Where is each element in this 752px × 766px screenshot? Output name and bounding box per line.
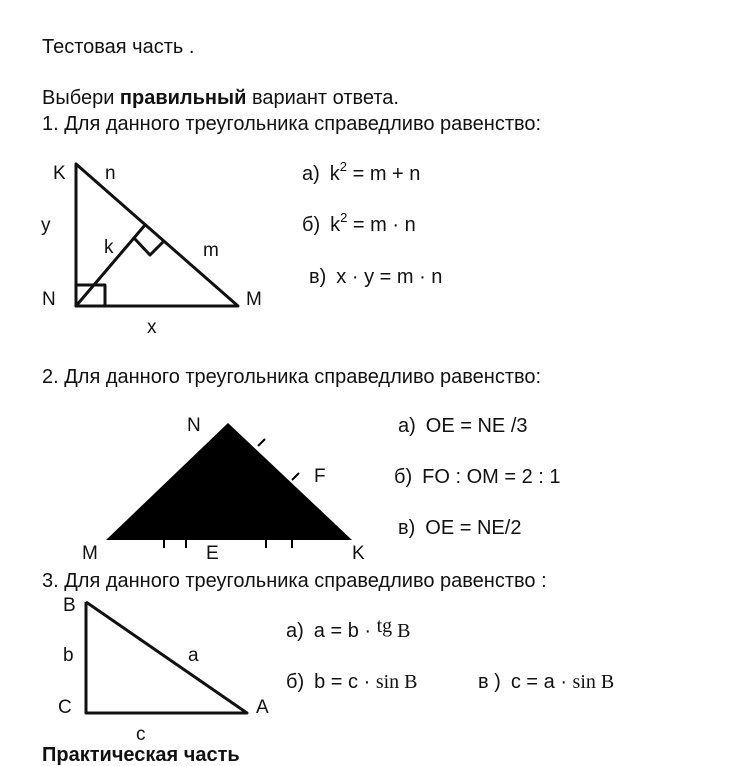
q1-answer-c-letter: в)	[309, 266, 327, 288]
q2-answer-a-text: OE = NE /3	[425, 415, 528, 437]
q3-answer-a-lhs: a = b ·	[313, 620, 377, 642]
q2-answer-c-text: OE = NE/2	[425, 517, 522, 539]
q1-label-K: K	[53, 163, 66, 184]
q3-answer-c-arg: B	[595, 671, 615, 693]
q2-answer-b-text: FO : OM = 2 : 1	[422, 466, 561, 488]
q3-label-b: b	[63, 645, 74, 666]
q3-label-c: c	[136, 724, 146, 745]
instruction-suffix: вариант ответа.	[246, 87, 399, 109]
q3-answer-c-fn: sin	[572, 671, 596, 693]
q1-answer-b-rest: = m · n	[347, 214, 416, 236]
q3-answer-c-letter: в )	[478, 671, 501, 693]
q1-label-N: N	[42, 289, 56, 310]
q1-question: 1. Для данного треугольника справедливо равенство:	[42, 113, 542, 135]
q3-answer-c-lhs: c = a ·	[510, 671, 573, 693]
instruction-prefix: Выбери	[42, 87, 120, 109]
footer-section-title: Практическая часть	[42, 744, 240, 766]
q1-label-k: k	[104, 237, 114, 258]
q3-answer-c	[478, 672, 614, 692]
q3-question: 3. Для данного треугольника справедливо равенство :	[42, 570, 547, 592]
q1-label-y: y	[41, 215, 51, 236]
q1-answer-a-sup: 2	[339, 159, 348, 174]
q2-question: 2. Для данного треугольника справедливо равенство:	[42, 366, 542, 388]
q1-label-n: n	[105, 163, 116, 184]
q2-answer-a-letter: а)	[398, 415, 416, 437]
q3-label-A: A	[256, 697, 269, 718]
q3-label-a: a	[188, 645, 199, 666]
q3-answer-b-arg: B	[399, 671, 418, 693]
q1-label-M: M	[246, 289, 262, 310]
q2-label-K: K	[352, 543, 365, 564]
q3-label-B: B	[63, 595, 76, 616]
q1-answer-b-letter: б)	[302, 214, 321, 236]
q1-answer-a-rest: = m + n	[347, 163, 421, 185]
page-title: Тестовая часть .	[42, 36, 195, 58]
q3-answer-a	[286, 615, 411, 642]
q2-label-F: F	[314, 466, 326, 487]
q3-label-C: C	[58, 697, 72, 718]
q2-answer-b-letter: б)	[394, 466, 413, 488]
q3-answer-b-letter: б)	[286, 671, 305, 693]
q1-answer-b-sup: 2	[340, 210, 348, 225]
q3-answer-a-arg: B	[392, 620, 411, 642]
q1-answer-b-base: k	[330, 214, 341, 236]
q2-answer-c-letter: в)	[398, 517, 416, 539]
q2-label-N: N	[187, 415, 201, 436]
q1-answer-a-letter: а)	[302, 163, 320, 185]
q3-answer-b-lhs: b = c ·	[314, 671, 376, 693]
q2-label-M: M	[82, 543, 98, 564]
q2-label-E: E	[206, 543, 219, 564]
q1-label-x: x	[147, 317, 157, 338]
q3-answer-b-fn: sin	[375, 671, 400, 693]
instruction-bold: правильный	[119, 87, 247, 109]
q1-answer-c-text: x · y = m · n	[336, 266, 443, 288]
q3-triangle	[86, 602, 247, 713]
q1-label-m: m	[203, 240, 219, 261]
q3-answer-a-fn: tg	[376, 615, 393, 637]
q1-answer-a-base: k	[329, 163, 340, 185]
q3-answer-b	[286, 672, 418, 692]
q3-answer-a-letter: а)	[286, 620, 304, 642]
